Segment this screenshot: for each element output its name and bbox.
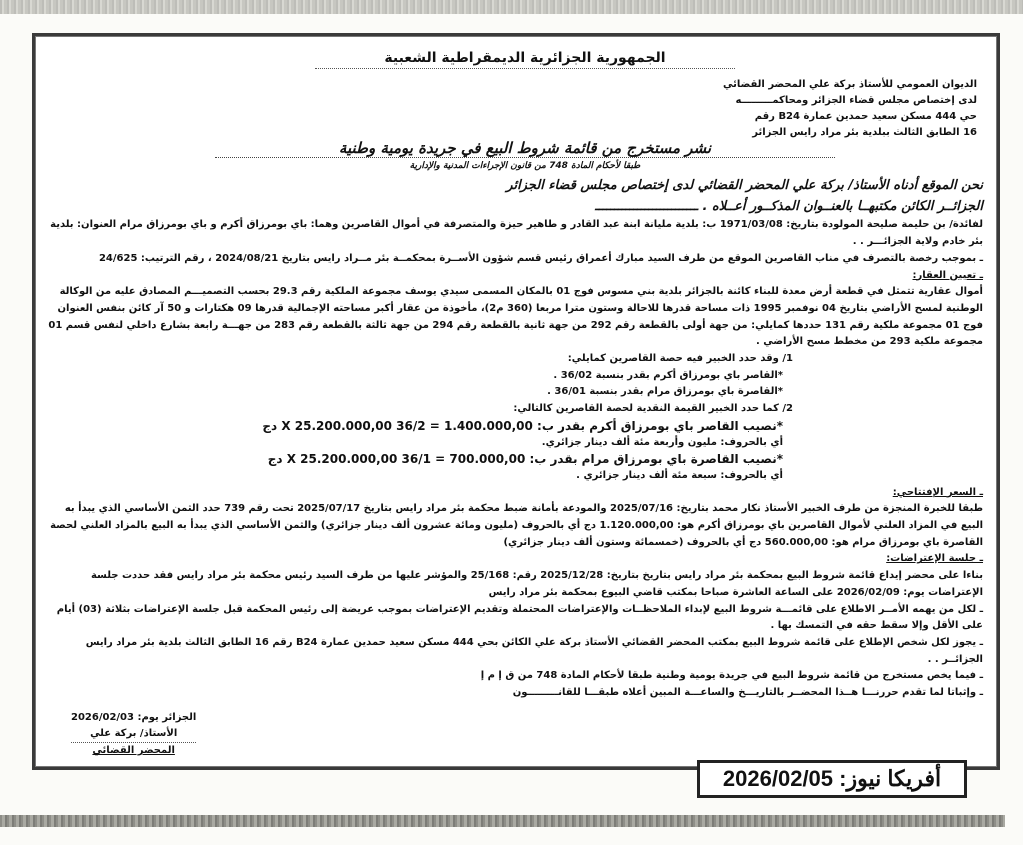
- signature-name: الأستاذ/ بركة علي: [71, 726, 196, 743]
- valuation-words: أي بالحروف: مليون وأربعة مئة ألف دينار جزائري.: [541, 436, 783, 448]
- notice-body: [45, 176, 983, 702]
- bailiff-office-address: [617, 77, 977, 141]
- newspaper-top-band: [0, 0, 1023, 14]
- objection-session-text: بناءا على محضر إيداع قائمة شروط البيع بمحكمة بئر مراد رايس بتاريخ بتاريخ: 2025/12/28 رقم: 25/168 والمؤشر عليها من طرف السيد رئيس محكمة بئر مراد رايس فقد حددت جلسة الإعتراضات يوم: 2026/02/09 على الساعة العاشرة صباحا بمكتب قاضي البيوع بمحكمة بئر مراد رايس: [90, 570, 983, 598]
- intro-line: نحن الموقع أدناه الأستاذ/ بركة علي المحضر القضائي لدى إختصاص مجلس قضاء الجزائر: [506, 178, 983, 193]
- share-line: 2/ كما حدد الخبير القيمة النقدية لحصة القاصرين كالتالي:: [513, 403, 793, 415]
- intro-line: الجزائــر الكائن مكتبهــا بالعنــوان المذكــور أعــلاه . ـــــــــــــــــــــــــــ: [595, 198, 983, 214]
- notice-subheading: طبقا لأحكام المادة 748 من قانون الإجراءات المدنية والإدارية: [409, 161, 641, 171]
- share-line: *القاصر باي بومرزاق أكرم بقدر بنسبة 36/02 .: [553, 369, 783, 381]
- signature-block: [71, 710, 196, 759]
- intro: [45, 176, 983, 217]
- note-item: ـ فيما يخص مستخرج من قائمة شروط البيع في جريدة يومية وطنية طبقا لأحكام المادة 748 من ق إ م إ: [480, 670, 983, 682]
- share-line: 1/ وقد حدد الخبير فيه حصة القاصرين كمايلي:: [567, 353, 793, 365]
- republic-title: الجمهورية الجزائرية الديمقراطية الشعبية: [315, 50, 735, 69]
- note-item: ـ وإثباتا لما تقدم حررنـــا هــذا المحضــر بالتاريـــخ والساعـــة المبين أعلاه طبقـــا للقانـــــــــون: [512, 687, 983, 699]
- valuation-line: *نصيب القاصرة باي بومرزاق مرام بقدر ب: 700.000,00 = 36/1 X 25.200.000,00 دج: [267, 452, 783, 467]
- note-item: ـ يجوز لكل شخص الإطلاع على قائمة شروط البيع بمكتب المحضر القضائي الأستاذ بركة علي الكائن بحي 444 مسكن سعيد حمدين عمارة B24 رقم 16 الطابق الثالث بلدية بئر مراد رايس الجزائــر . .: [85, 636, 983, 665]
- valuation-line: *نصيب القاصر باي بومرزاق أكرم بقدر ب: 1.400.000,00 = 36/2 X 25.200.000,00 دج: [262, 418, 783, 433]
- valuation-words: أي بالحروف: سبعة مئة ألف دينار جزائري .: [576, 469, 783, 481]
- beneficiary-paragraph: لفائدة/ بن حليمة صليحة المولودة بتاريخ: 1971/03/08 ب: بلدية مليانة ابنة عبد القادر و طاهير حيزة والمتصرفة في أموال القاصرين وهما: باي بومرزاق أكرم و باي بومرزاق مرام العنوان: بلدية بئر خادم ولاية الجزائـــر . .: [50, 219, 983, 248]
- opening-price-title: ـ السعر الإفتتاحي:: [892, 486, 983, 498]
- office-line: الديوان العمومي للأستاذ بركة علي المحضر القضائي: [722, 79, 977, 90]
- opening-price-text: طبقا للخبرة المنجزة من طرف الخبير الأستاذ نكار محمد بتاريخ: 2025/07/16 والمودعة بأمانة ضبط محكمة بئر مراد رايس بتاريخ 2025/07/17 تحت رقم 739 حدد الثمن الأساسي الذي يبدأ به البيع في المزاد العلني لأموال القاصرين باي بومرزاق أكرم هو: 1.120.000,00 دج أي بالحروف (مليون ومائة عشرون ألف دينار جزائري) والثمن الأساسي الذي يبدأ به البيع بالمزاد العلني لحصة القاصرة باي بومرزاق مرام هو: 560.000,00 دج أي بالحروف (خمسمائة وستون ألف دينار جزائري): [50, 503, 983, 548]
- signature-place-date: الجزائر يوم: 2026/02/03: [71, 712, 197, 723]
- publication-stamp: أفريكا نيوز: 2026/02/05: [697, 760, 967, 798]
- note-item: ـ لكل من يهمه الأمــر الاطلاع على قائمـــة شروط البيع لإبداء الملاحظــات والإعتراضات المحتملة وتقديم الإعتراضات بموجب عريضة إلى رئيس المحكمة قبل جلسة الإعتراضات بثلاثة (03) أيام على الأقل وإلا سقط حقه في التمسك بها .: [56, 603, 983, 632]
- property-section-title: ـ تعيين العقار:: [912, 269, 983, 281]
- share-line: *القاصرة باي بومرزاق مرام بقدر بنسبة 36/01 .: [547, 386, 783, 398]
- property-description: أموال عقارية تتمثل في قطعة أرض معدة للبناء كائنة بالجزائر بلدية بني مسوس فوج 01 بالمكان المسمى سيدي يوسف مجموعة الملكية رقم 29.3 بحسب التصميـــم المصادق عليه من الوكالة الوطنية لمسح الأراضي بتاريخ 04 نوفمبر 1995 ذات مساحة قدرها للاحالة وستون مترا مربعا (360 م2)، مأخوذة من عقار أكبر مساحته الإجمالية قدرها 09 هكتارات و 50 آر كائن بنفس العنوان فوج 01 مجموعة ملكية رقم 131 حددها كمايلي: من جهة أولى بالقطعة رقم 292 من جهة ثانية بالقطعة رقم 294 من جهة ثالثة بالقطعة رقم 283 من جهـــة رابعة بشارع داخلي لنفس قسم 01 مجموعة ملكية 293 من مخطط مسح الأراضي .: [48, 286, 983, 348]
- authorization-paragraph: ـ بموجب رخصة بالتصرف في مناب القاصرين الموقع من طرف السيد مبارك أعمراق رئيس قسم شؤون الأســرة بمحكمــة بئر مــراد رايس بتاريخ 2024/08/21 ، رقم الترتيب: 24/625: [98, 252, 983, 264]
- office-line: حي 444 مسكن سعيد حمدين عمارة B24 رقم: [754, 111, 977, 122]
- legal-notice-frame: [32, 33, 1000, 770]
- notice-heading: نشر مستخرج من قائمة شروط البيع في جريدة يومية وطنية: [215, 139, 835, 158]
- newspaper-bottom-band: [0, 815, 1005, 827]
- objection-session-title: ـ جلسة الإعتراضات:: [886, 553, 983, 565]
- office-line: 16 الطابق الثالث ببلدية بئر مراد رايس الجزائر: [752, 127, 977, 138]
- office-line: لدى إختصاص مجلس قضاء الجزائر ومحاكمـــــــــه: [735, 95, 977, 106]
- signature-role: المحضر القضائي: [92, 745, 175, 756]
